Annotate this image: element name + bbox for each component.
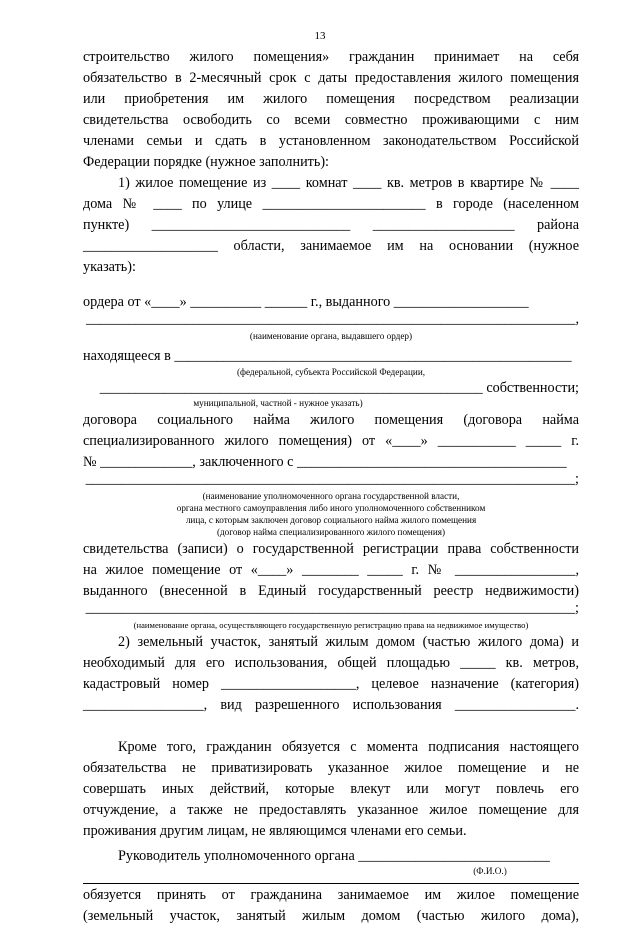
- caption-order-issuer: (наименование органа, выдавшего ордер): [249, 331, 413, 341]
- text-line-4: свидетельства освободить со всеми совместно проживающими с ним: [83, 112, 579, 128]
- registry-line: _____________________________________________________________________;: [85, 600, 579, 616]
- caption-authority-2: органа местного самоуправления либо иного уполномоченного собственником: [176, 503, 486, 513]
- caption-registry-authority: (наименование органа, осуществляющего государственную регистрацию права на недвижимое имущество): [133, 620, 529, 630]
- text-line-9: пункте) ____________________________ ____________________ района: [83, 217, 579, 233]
- text-line-34: обязуется принять от гражданина занимаемое им жилое помещение: [83, 887, 579, 903]
- item-1-line-1: 1) жилое помещение из ____ комнат ____ кв. метров в квартире № ____: [118, 175, 579, 191]
- page-number: 13: [314, 30, 326, 42]
- caption-authority-1: (наименование уполномоченного органа государственной власти,: [202, 491, 460, 501]
- caption-full-name: (Ф.И.О.): [473, 866, 507, 876]
- caption-ownership-type: муниципальной, частной - нужное указать): [193, 398, 363, 408]
- text-line-6: Федерации порядке (нужное заполнить):: [83, 154, 330, 170]
- located-in-line: находящееся в ________________________________________________________: [83, 348, 572, 364]
- text-line-21: на жилое помещение от «____» ________ _____ г. № _________________,: [83, 562, 579, 578]
- text-line-35: (земельный участок, занятый жилым домом (частью жилого дома),: [83, 908, 579, 924]
- contract-line: № _____________, заключенного с ______________________________________: [83, 454, 567, 470]
- text-line-3: или приобретения им жилого помещения посредством реализации: [83, 91, 579, 107]
- text-line-32: проживания другим лицам, не являющимся членами его семьи.: [83, 823, 467, 839]
- caption-ownership-level: (федеральной, субъекта Российской Федерации,: [236, 367, 426, 377]
- text-line-8: дома № ____ по улице _______________________ в городе (населенном: [83, 196, 579, 212]
- text-line-11: указать):: [83, 259, 136, 275]
- order-line: ордера от «____» __________ ______ г., выданного ___________________: [83, 294, 529, 310]
- text-line-17: специализированного жилого помещения) от «____» ___________ _____ г.: [83, 433, 579, 449]
- caption-authority-4: (договор найма специализированного жилого помещения): [216, 527, 446, 537]
- paragraph-2-line-1: Кроме того, гражданин обязуется с момента подписания настоящего: [118, 739, 579, 755]
- text-line-16: договора социального найма жилого помещения (договора найма: [83, 412, 579, 428]
- text-line-29: обязательства не приватизировать указанное жилое помещение и не: [83, 760, 579, 776]
- text-line-25: необходимый для его использования, общей площадью _____ кв. метров,: [83, 655, 579, 671]
- text-line-26: кадастровый номер ___________________, целевое назначение (категория): [83, 676, 579, 692]
- text-line-2: обязательство в 2-месячный срок с даты предоставления жилого помещения: [83, 70, 579, 86]
- text-line-31: отчуждение, а также не предоставлять указанное жилое помещение для: [83, 802, 579, 818]
- text-line-1: строительство жилого помещения» гражданин принимает на себя: [83, 49, 579, 65]
- item-2-line-1: 2) земельный участок, занятый жилым домом (частью жилого дома) и: [118, 634, 579, 650]
- order-issuer-line: _____________________________________________________________________,: [85, 311, 579, 327]
- text-line-10: ___________________ области, занимаемое им на основании (нужное: [83, 238, 579, 254]
- contract-party-line: _____________________________________________________________________;: [85, 471, 579, 487]
- signature-rule: [83, 883, 579, 884]
- caption-authority-3: лица, с которым заключен договор социального найма жилого помещения: [185, 515, 477, 525]
- ownership-line: ______________________________________________________ собственности;: [99, 380, 579, 396]
- head-signature-line: Руководитель уполномоченного органа ___________________________: [118, 848, 550, 864]
- text-line-5: членами семьи и сдать в установленном законодательством Российской: [83, 133, 579, 149]
- text-line-30: совершать иных действий, которые влекут или могут повлечь его: [83, 781, 579, 797]
- text-line-22: выданного (внесенной в Единый государственный реестр недвижимости): [83, 583, 579, 599]
- text-line-20: свидетельства (записи) о государственной регистрации права собственности: [83, 541, 579, 557]
- text-line-27: _________________, вид разрешенного использования _________________.: [83, 697, 579, 713]
